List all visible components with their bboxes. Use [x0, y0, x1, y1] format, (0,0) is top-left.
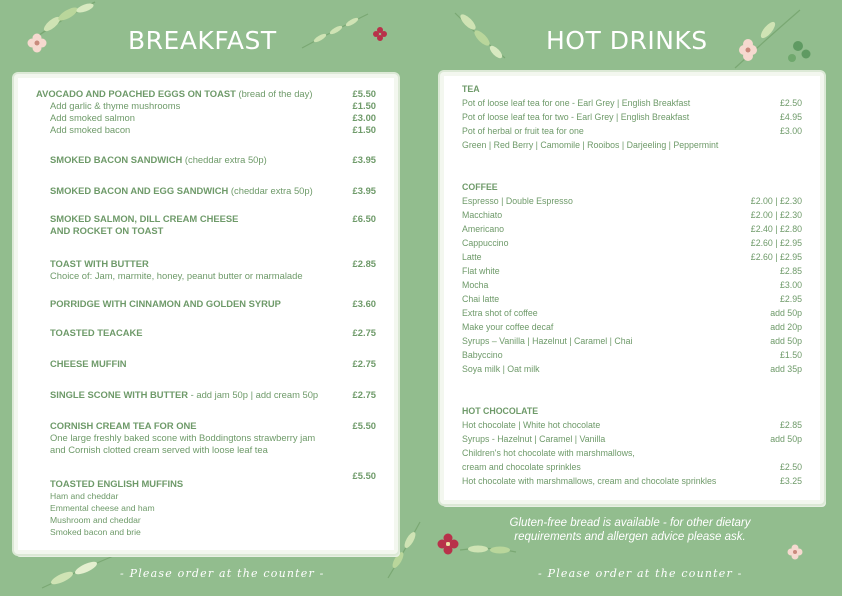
coffee-row: Babyccino £1.50 [462, 350, 802, 360]
flower-icon [786, 543, 804, 561]
hot-drinks-panel [440, 72, 824, 504]
coffee-row: Latte £2.60 | £2.95 [462, 252, 802, 262]
coffee-row: Extra shot of coffee add 50p [462, 308, 802, 318]
coffee-row: Chai latte £2.95 [462, 294, 802, 304]
breakfast-item-cheese-muffin: CHEESE MUFFIN £2.75 [50, 358, 376, 369]
breakfast-item-teacake: TOASTED TEACAKE £2.75 [50, 327, 376, 338]
leaf-sprig-icon [450, 8, 510, 63]
coffee-row: Syrups – Vanilla | Hazelnut | Caramel | Chai add 50p [462, 336, 802, 346]
hot-chocolate-row: Syrups - Hazelnut | Caramel | Vanilla add 50p [462, 434, 802, 444]
breakfast-item-scone: SINGLE SCONE WITH BUTTER - add jam 50p | add cream 50p £2.75 [50, 389, 376, 400]
coffee-row: Cappuccino £2.60 | £2.95 [462, 238, 802, 248]
tea-row: Green | Red Berry | Camomile | Rooibos | Darjeeling | Peppermint [462, 140, 719, 150]
breakfast-item-english-muffins: TOASTED ENGLISH MUFFINS £5.50 Ham and cheddar Emmental cheese and ham Mushroom and cheddar Smoked bacon and brie [50, 470, 376, 537]
hot-chocolate-row: Hot chocolate with marshmallows, cream and chocolate sprinkles £3.25 [462, 476, 802, 486]
coffee-row: Soya milk | Oat milk add 35p [462, 364, 802, 374]
coffee-row: Macchiato £2.00 | £2.30 [462, 210, 802, 220]
tea-heading: TEA [462, 84, 480, 94]
red-flower-icon [372, 26, 388, 42]
hot-chocolate-row: Children's hot chocolate with marshmallows, [462, 448, 635, 458]
hot-drinks-title: HOT DRINKS [546, 26, 708, 55]
tea-row: Pot of herbal or fruit tea for one £3.00 [462, 126, 802, 136]
breakfast-item-cream-tea: CORNISH CREAM TEA FOR ONE £5.50 One large freshly baked scone with Boddingtons strawberry jam and Cornish clotted cream served with loose leaf tea [50, 420, 376, 455]
breakfast-item-bacon-egg-sandwich: SMOKED BACON AND EGG SANDWICH (cheddar extra 50p) £3.95 [50, 185, 376, 196]
leaf-sprig-icon [40, 550, 120, 590]
breakfast-panel [14, 74, 398, 554]
breakfast-item-avocado: AVOCADO AND POACHED EGGS ON TOAST (bread of the day) £5.50 Add garlic & thyme mushrooms £1.50 Add smoked salmon £3.00 Add smoked bacon £1.50 [36, 88, 376, 135]
breakfast-item-smoked-salmon: SMOKED SALMON, DILL CREAM CHEESE £6.50 AND ROCKET ON TOAST [50, 213, 376, 236]
tea-section [462, 82, 802, 152]
hot-chocolate-heading: HOT CHOCOLATE [462, 406, 539, 416]
hot-chocolate-row: Hot chocolate | White hot chocolate £2.85 [462, 420, 802, 430]
coffee-row: Make your coffee decaf add 20p [462, 322, 802, 332]
breakfast-item-bacon-sandwich: SMOKED BACON SANDWICH (cheddar extra 50p) £3.95 [50, 154, 376, 165]
breakfast-footer: - Please order at the counter - [120, 567, 325, 580]
coffee-row: Flat white £2.85 [462, 266, 802, 276]
hot-drinks-footer: - Please order at the counter - [538, 567, 743, 580]
coffee-section [462, 180, 802, 376]
coffee-row: Americano £2.40 | £2.80 [462, 224, 802, 234]
gluten-free-note: Gluten-free bread is available - for other dietary requirements and allergen advice please ask. [509, 517, 751, 543]
hot-chocolate-row: cream and chocolate sprinkles £2.50 [462, 462, 802, 472]
coffee-row: Espresso | Double Espresso £2.00 | £2.30 [462, 196, 802, 206]
coffee-row: Mocha £3.00 [462, 280, 802, 290]
tea-row: Pot of loose leaf tea for two - Earl Grey | English Breakfast £4.95 [462, 112, 802, 122]
tea-row: Pot of loose leaf tea for one - Earl Grey | English Breakfast £2.50 [462, 98, 802, 108]
breakfast-title: BREAKFAST [128, 26, 277, 55]
breakfast-item-porridge: PORRIDGE WITH CINNAMON AND GOLDEN SYRUP £3.60 [50, 298, 376, 309]
leaf-sprig-icon [300, 10, 370, 50]
hot-chocolate-section [462, 404, 802, 488]
leaf-sprig-icon [730, 6, 820, 71]
flower-icon [26, 32, 48, 54]
breakfast-item-toast: TOAST WITH BUTTER £2.85 Choice of: Jam, marmite, honey, peanut butter or marmalade [50, 258, 376, 281]
coffee-heading: COFFEE [462, 182, 498, 192]
